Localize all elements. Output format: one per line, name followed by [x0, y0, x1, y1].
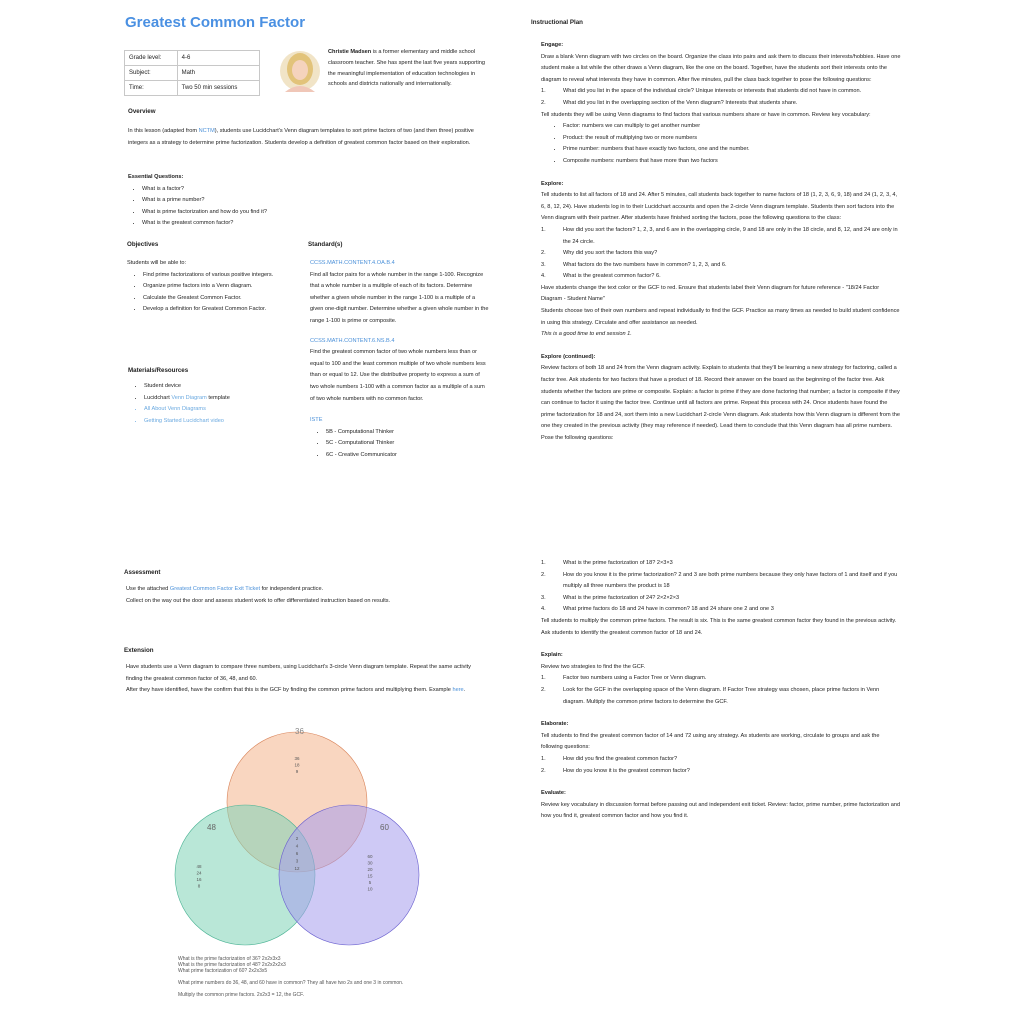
- venn-factor-label: 6: [295, 851, 299, 856]
- example-here-link[interactable]: here: [452, 687, 464, 694]
- venn-factor-label: 24: [196, 870, 202, 876]
- author-avatar: [279, 48, 321, 94]
- meta-value: 4-6: [177, 51, 259, 66]
- plan-session-2: [541, 558, 901, 823]
- iste-item: • 6C - Creative Communicator: [326, 450, 490, 462]
- iste-item: • 5C - Computational Thinker: [326, 438, 490, 450]
- essential-item: • What is prime factorization and how do you find it?: [142, 207, 428, 219]
- explore-continued-text: Review factors of both 18 and 24 from the Venn diagram activity. Explain to students that they'll be learning a new strategy for factoring, called a factor tree. Ask students for two factors that have a product of 18. Record their answer on the board as the beginning of the factor tree. Ask students whether the factors are prime or composite. Explain: a factor is prime if they are done factoring that number; a factor is composite if they can continue to factor it using the factor tree. Continue until all factors are prime. Repeat this process with 24. Once students have found the prime factorization for 18 and 24, sort them into a new Lucidchart 2-circle Venn diagram. Ask students how this Venn diagram is different from the one they created in the previous activity (they may reference if needed). Lead them to conclude that this Venn diagram has all prime numbers. Pose the following questions:: [541, 365, 901, 441]
- material-item: [144, 404, 288, 416]
- venn-factor-label: 8: [197, 883, 201, 889]
- venn-factor-label: 30: [367, 860, 373, 866]
- standards-block: [310, 258, 490, 462]
- continued-question: 3. What is the prime factorization of 24? 2×2×2×3: [541, 594, 680, 601]
- objective-item: • Organize prime factors into a Venn diagram.: [143, 281, 277, 293]
- venn-note: What prime numbers do 36, 48, and 60 have in common? They all have two 2s and one 3 in common.: [178, 980, 404, 986]
- material-item: [144, 416, 288, 428]
- explore-question: 2. Why did you sort the factors this way?: [541, 250, 658, 257]
- venn-factor-label: 48: [196, 864, 202, 869]
- venn-factor-label: 9: [295, 769, 299, 774]
- elaborate-heading: Elaborate:: [541, 721, 569, 728]
- author-bio: [328, 47, 488, 90]
- explain-heading: Explain:: [541, 652, 563, 659]
- essential-item: • What is the greatest common factor?: [142, 218, 428, 230]
- continued-text-2: Tell students to multiply the common prime factors. The result is six. This is the same greatest common factor they found in the previous activity. Ask students to identify the greatest common factor of 18 and 24.: [541, 617, 897, 636]
- venn-60-factors: [367, 854, 373, 892]
- objective-item: • Find prime factorizations of various positive integers.: [143, 270, 277, 282]
- venn-article-link[interactable]: All About Venn Diagrams: [144, 406, 206, 413]
- assessment-heading: Assessment: [124, 569, 161, 576]
- explore-continued-heading: Explore (continued):: [541, 353, 596, 360]
- venn-factor-label: 20: [367, 867, 373, 872]
- author-bio-text: is a former elementary and middle school classroom teacher. She has spent the last five years supporting the meaningful implementation of education technologies in schools and districts nationally and internationally.: [328, 49, 486, 88]
- materials-heading: Materials/Resources: [128, 367, 189, 374]
- material-item: • Student device: [144, 381, 288, 393]
- exit-ticket-link[interactable]: Greatest Common Factor Exit Ticket: [169, 586, 261, 592]
- venn-notes: [178, 956, 468, 998]
- vocab-item: • Prime number: numbers that have exactly two factors, one and the number.: [563, 144, 901, 156]
- extension-text: Have students use a Venn diagram to compare three numbers, using Lucidchart's 3-circle Venn diagram template. Repeat the same activity finding the greatest common factor of 36, 48, and 60. After they have identified, have the confirm that this is the GCF by finding the common prime factors and multiplying them. Example here.: [126, 662, 476, 697]
- venn-label-36: 36: [295, 727, 304, 736]
- material-item: • Lucidchart Venn Diagram template: [144, 393, 288, 405]
- nctm-link[interactable]: NCTM: [198, 128, 215, 134]
- explain-step: 2. Look for the GCF in the overlapping space of the Venn diagram. If Factor Tree strategy was chosen, place prime factors in Venn diagram. Multiply the common prime factors to determine the GCF.: [541, 686, 880, 705]
- vocab-item: • Factor: numbers we can multiply to get another number: [563, 121, 901, 133]
- materials-list: [128, 381, 288, 427]
- meta-value: Math: [177, 66, 259, 81]
- explore-text: Tell students to list all factors of 18 and 24. After 5 minutes, call students back together to name factors of 18 (1, 2, 3, 6, 9, 18) and 24 (1, 2, 3, 4, 6, 8, 12, 24). Have students log in to their Lucidchart accounts and open the 2-circle Venn diagram template. Students then sort factors into the Venn diagram with their partner. After students have finished sorting the factors, pose the following questions to the class:: [541, 192, 898, 222]
- standard-text: Find the greatest common factor of two whole numbers less than or equal to 100 and the least common multiple of two whole numbers less than or equal to 12. Use the distributive property to express a sum of two whole numbers 1-100 with a common factor as a multiple of a sum of two whole numbers with no common factor.: [310, 349, 486, 402]
- plan-heading: Instructional Plan: [531, 19, 583, 26]
- continued-question: 2. How do you know it is the prime factorization? 2 and 3 are both prime numbers because they only have factors of 1 and itself and if you multiply all three numbers the product is 18: [541, 571, 898, 590]
- venn-factor-label: 16: [196, 877, 202, 882]
- explore-question: 4. What is the greatest common factor? 6.: [541, 273, 661, 280]
- explore-text-3: Students choose two of their own numbers and repeat individually to find the GCF. Practice as many times as needed to build student confidence in using this strategy. Circulate and offer assistance as needed.: [541, 308, 900, 326]
- venn-template-link[interactable]: Venn Diagram: [171, 394, 207, 401]
- engage-text-2: Tell students they will be using Venn diagrams to find factors that various numbers share or have in common. Review key vocabulary:: [541, 111, 871, 118]
- standard-text: Find all factor pairs for a whole number in the range 1-100. Recognize that a whole number is a multiple of each of its factors. Determine whether a given whole number in the range 1-100 is a multiple of a given one-digit number. Determine whether a given whole number in the range 1-100 is prime or composite.: [310, 271, 489, 324]
- venn-factor-label: 5: [368, 880, 372, 885]
- getting-started-video-link[interactable]: Getting Started Lucidchart video: [144, 417, 224, 424]
- venn-factor-label: 18: [294, 762, 300, 768]
- assessment-text: Use the attached Greatest Common Factor Exit Ticket for independent practice. Collect on the way out the door and assess student work to offer differentiated instruction based on results.: [126, 584, 486, 607]
- elaborate-question: 1. How did you find the greatest common factor?: [541, 755, 678, 762]
- continued-question: 4. What prime factors do 18 and 24 have in common? 18 and 24 share one 2 and one 3: [541, 606, 774, 613]
- iste-label: ISTE: [310, 417, 323, 424]
- venn-note: What prime factorization of 60? 2x2x3x5: [178, 968, 268, 974]
- meta-key: Grade level:: [125, 51, 178, 66]
- objectives-heading: Objectives: [127, 241, 159, 248]
- venn-factor-label: 2: [295, 836, 299, 841]
- evaluate-text: Review key vocabulary in discussion format before passing out and independent exit ticket. Review: factor, prime number, prime factorization and how you find it, greatest common factor and how you find it.: [541, 801, 901, 820]
- explain-step: 1. Factor two numbers using a Factor Tree or Venn diagram.: [541, 675, 707, 682]
- objectives-lead: Students will be able to:: [127, 260, 187, 266]
- venn-factor-label: 3: [295, 858, 299, 864]
- objective-item: • Calculate the Greatest Common Factor.: [143, 293, 277, 305]
- page-title: Greatest Common Factor: [125, 14, 306, 31]
- essential-item: • What is a factor?: [142, 184, 428, 196]
- explain-text: Review two strategies to find the the GCF.: [541, 663, 646, 670]
- explore-text-2: Have students change the text color or the GCF to red. Ensure that students label their Venn diagram for future reference - "18/24 Factor Diagram - Student Name": [541, 284, 880, 303]
- essential-item: • What is a prime number?: [142, 195, 428, 207]
- overview-text: [128, 126, 480, 149]
- iste-item: • 5B - Computational Thinker: [326, 427, 490, 439]
- overview-text-a: In this lesson (adapted from: [128, 128, 199, 134]
- meta-value: Two 50 min sessions: [177, 81, 259, 96]
- vocab-item: • Composite numbers: numbers that have more than two factors: [563, 156, 901, 168]
- explore-heading: Explore:: [541, 180, 564, 187]
- venn-label-60: 60: [380, 823, 389, 832]
- meta-key: Subject:: [125, 66, 178, 81]
- session-end-note: This is a good time to end session 1.: [541, 331, 632, 338]
- objective-item: • Develop a definition for Greatest Common Factor.: [143, 304, 277, 316]
- standard-code-link[interactable]: CCSS.MATH.CONTENT.6.NS.B.4: [310, 337, 395, 344]
- author-name: Christie Madsen: [328, 49, 372, 55]
- explore-question: 3. What factors do the two numbers have in common? 1, 2, 3, and 6.: [541, 261, 727, 268]
- objectives-list: [127, 258, 277, 316]
- lesson-meta-table: [124, 50, 260, 96]
- engage-question: 2. What did you list in the overlapping section of the Venn diagram? Interests that students share.: [541, 99, 798, 106]
- venn-note: Multiply the common prime factors. 2x2x3 = 12, the GCF.: [178, 992, 305, 998]
- engage-heading: Engage:: [541, 42, 564, 48]
- plan-session-1: [541, 40, 901, 445]
- standard-code-link[interactable]: CCSS.MATH.CONTENT.4.OA.B.4: [310, 260, 395, 266]
- assessment-line2: Collect on the way out the door and assess student work to offer differentiated instruction based on results.: [126, 597, 391, 604]
- extension-p1: Have students use a Venn diagram to compare three numbers, using Lucidchart's 3-circle Venn diagram template. Repeat the same activity finding the greatest common factor of 36, 48, and 60.: [126, 664, 471, 682]
- overview-text-b: ), students use Lucidchart's Venn diagram templates to sort prime factors of two (and then three) positive integers as a strategy to determine prime factorization. Students develop a definition of greatest common factor based on their exploration.: [128, 128, 474, 146]
- extension-heading: Extension: [124, 647, 154, 654]
- venn-factor-label: 10: [367, 886, 373, 892]
- elaborate-text: Tell students to find the greatest common factor of 14 and 72 using any strategy. As students are working, circulate to groups and ask the following questions:: [541, 732, 880, 751]
- venn-note: What is the prime factorization of 48? 2x2x2x2x3: [178, 962, 286, 968]
- vocab-item: • Product: the result of multiplying two or more numbers: [563, 133, 901, 145]
- meta-key: Time:: [125, 81, 178, 96]
- evaluate-heading: Evaluate:: [541, 790, 566, 797]
- elaborate-question: 2. How do you know it is the greatest common factor?: [541, 767, 690, 774]
- engage-text: Draw a blank Venn diagram with two circles on the board. Organize the class into pairs and ask them to discuss their interests/hobbies. Have one student make a list while the other draws a Venn diagram, like the one on the board. Together, have the students sort their interests onto the diagram to reveal what interests they have in common. After five minutes, pull the class back together to pose the following questions:: [541, 53, 901, 83]
- venn-note: What is the prime factorization of 36? 2x2x3x3: [178, 956, 281, 962]
- standards-heading: Standard(s): [308, 241, 343, 248]
- explore-question: 1. How did you sort the factors? 1, 2, 3, and 6 are in the overlapping circle, 9 and 18 are only in the 18 circle, and 8, 12, and 24 are only in the 24 circle.: [541, 226, 898, 245]
- venn-factor-label: 15: [367, 873, 373, 879]
- essential-questions: [128, 172, 428, 230]
- venn-factor-label: 4: [295, 843, 299, 849]
- overview-heading: Overview: [128, 108, 156, 115]
- venn-factor-label: 36: [294, 756, 300, 761]
- venn-factor-label: 12: [294, 866, 300, 871]
- engage-question: 1. What did you list in the space of the individual circle? Unique interests or interests that students did not have in common.: [541, 88, 862, 95]
- continued-question: 1. What is the prime factorization of 18? 2×3×3: [541, 560, 673, 566]
- venn-factor-label: 60: [367, 854, 373, 859]
- venn-diagram: [165, 718, 435, 958]
- venn-label-48: 48: [207, 823, 216, 832]
- venn-circle-60: [279, 805, 419, 945]
- essential-heading: Essential Questions:: [128, 174, 184, 180]
